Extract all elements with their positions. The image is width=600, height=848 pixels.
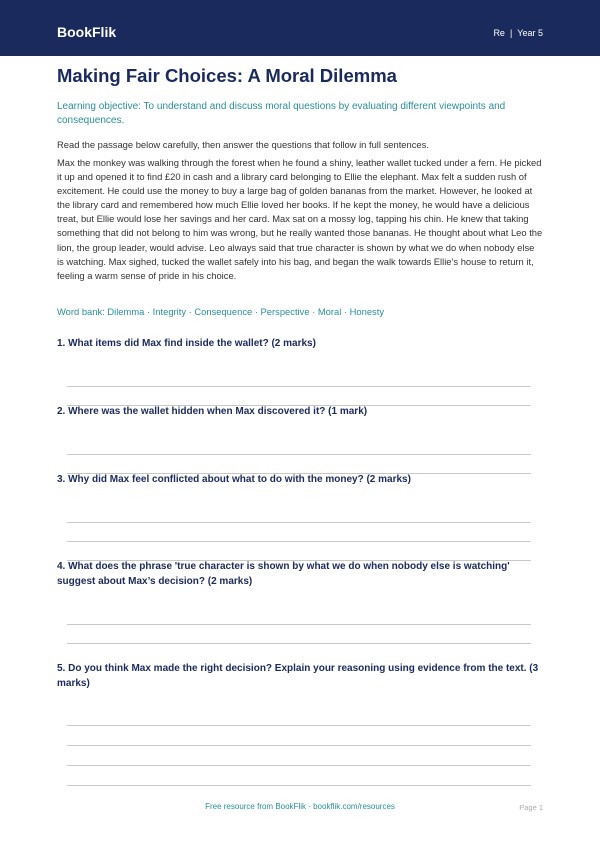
answer-line[interactable]	[67, 386, 531, 387]
answer-line[interactable]	[67, 765, 531, 766]
header-bar	[0, 0, 600, 56]
question-4: 4. What does the phrase 'true character is shown by what we do when nobody else is watching' suggest about Max’s decision? (2 marks)	[57, 561, 510, 587]
answer-line[interactable]	[67, 725, 531, 726]
level-badge	[493, 28, 543, 38]
answer-line[interactable]	[67, 541, 531, 542]
answer-line[interactable]	[67, 785, 531, 786]
answer-line[interactable]	[67, 454, 531, 455]
answer-line[interactable]	[67, 624, 531, 625]
question-2: 2. Where was the wallet hidden when Max discovered it? (1 mark)	[57, 406, 368, 417]
answer-line[interactable]	[67, 643, 531, 644]
question-1: 1. What items did Max find inside the wallet? (2 marks)	[57, 338, 316, 349]
footer-link[interactable]: Free resource from BookFlik · bookflik.com/resources	[205, 802, 395, 811]
word-bank: Word bank: Dilemma · Integrity · Consequence · Perspective · Moral · Honesty	[57, 306, 385, 317]
answer-line[interactable]	[67, 745, 531, 746]
learning-objective: Learning objective: To understand and discuss moral questions by evaluating different viewpoints and consequences.	[57, 101, 506, 126]
question-5: 5. Do you think Max made the right decision? Explain your reasoning using evidence from the text. (3 marks)	[57, 663, 539, 689]
page-number: Page 1	[519, 803, 543, 812]
page-title: Making Fair Choices: A Moral Dilemma	[57, 65, 397, 86]
separator: |	[509, 28, 513, 38]
brand-logo: BookFlik	[57, 24, 117, 40]
level-label: Re	[493, 28, 505, 38]
question-3: 3. Why did Max feel conflicted about what to do with the money? (2 marks)	[57, 474, 411, 485]
year-label: Year 5	[517, 28, 543, 38]
reading-passage: Max the monkey was walking through the forest when he found a shiny, leather wallet tucked under a fern. He picked it up and opened it to find £20 in cash and a library card belonging to Ellie the elephant. Max felt a sudden rush of excitement. He could use the money to buy a large bag of golden bananas from the market. However, he looked at the library card and remembered how much Ellie loved her books. If he kept the money, he would have a delicious treat, but Ellie would lose her savings and her card. Max sat on a mossy log, tapping his chin. He knew that taking something that did not belong to him was wrong, but he really wanted those bananas. He thought about what Leo the lion, the group leader, would advise. Leo always said that true character is shown by what we do when nobody else is watching. Max sighed, tucked the wallet safely into his bag, and began the walk towards Ellie’s house to return it, feeling a warm sense of pride in his choice.	[57, 157, 543, 281]
answer-line[interactable]	[67, 522, 531, 523]
instructions: Read the passage below carefully, then answer the questions that follow in full sentences.	[57, 139, 429, 150]
